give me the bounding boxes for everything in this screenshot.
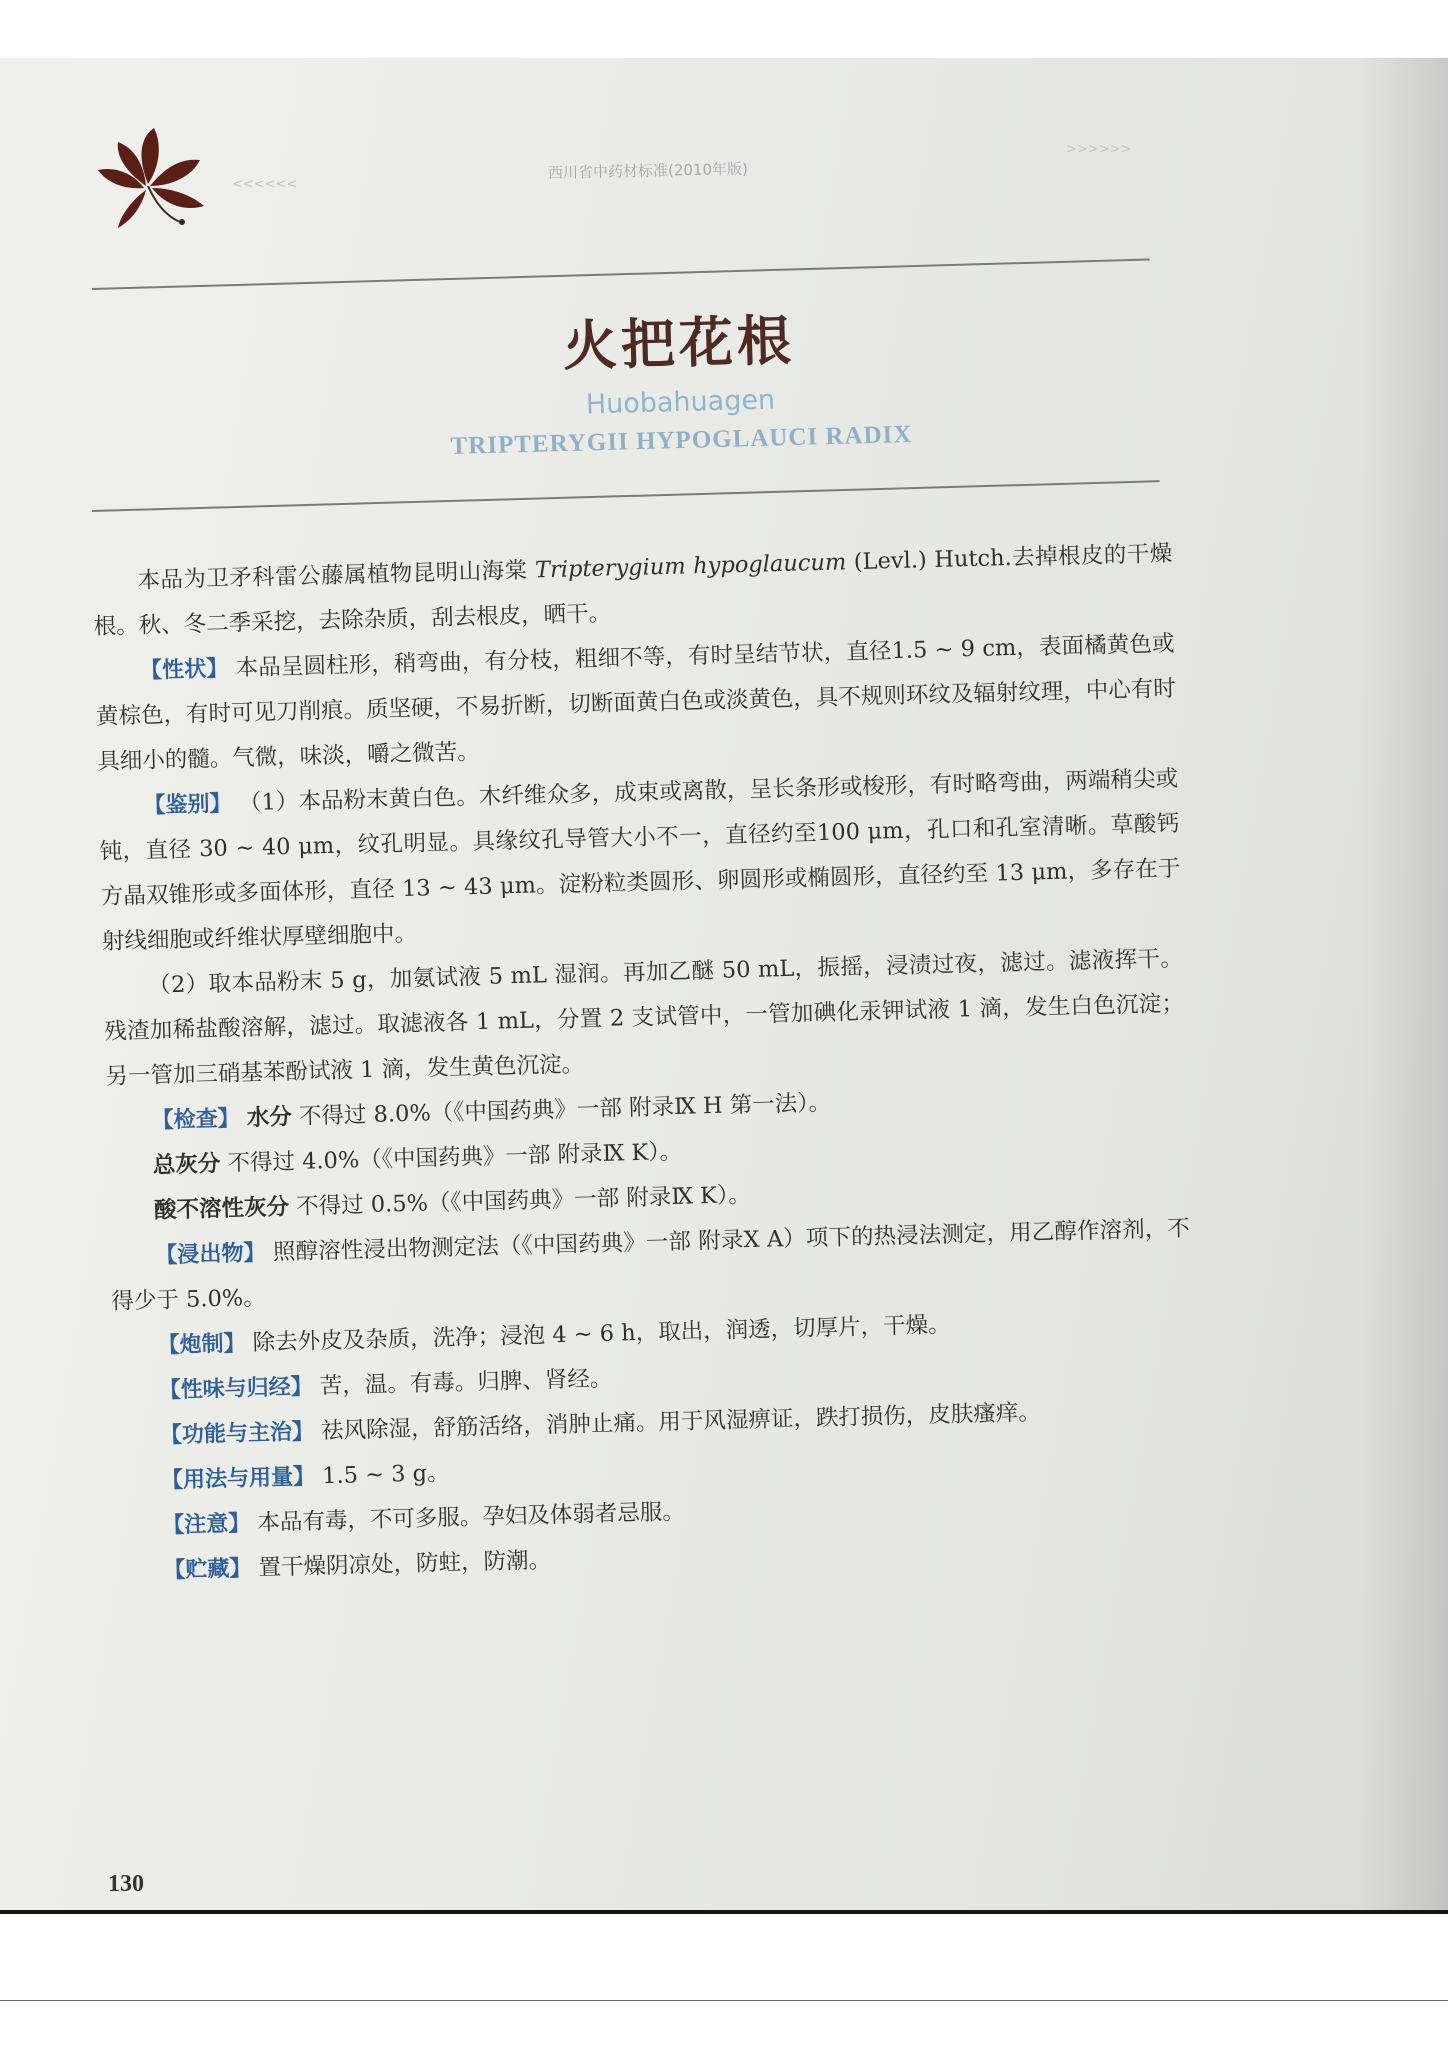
title-rule: [92, 480, 1160, 512]
water-text: 不得过 8.0%（《中国药典》一部 附录Ⅸ H 第一法）。: [291, 1089, 832, 1130]
scan-border: [0, 2000, 1448, 2001]
section-label: 【贮藏】: [163, 1556, 252, 1584]
section-label: 【功能与主治】: [159, 1419, 315, 1449]
page-shadow: [1358, 58, 1448, 1910]
section-label: 【性味与归经】: [158, 1374, 314, 1404]
title-block: [328, 299, 1032, 469]
page-number: 130: [108, 1871, 144, 1897]
species-name: Tripterygium hypoglaucum: [534, 549, 847, 584]
header-arrows-left: <<<<<<: [232, 177, 298, 192]
title-latin: TRIPTERYGII HYPOGLAUCI RADIX: [450, 420, 913, 461]
section-text: 祛风除湿，舒筋活络，消肿止痛。用于风湿痹证，跌打损伤，皮肤瘙痒。: [313, 1399, 1042, 1445]
section-text: 照醇溶性浸出物测定法（《中国药典》一部 附录Ⅹ A）项下的热浸法测定，用乙醇作溶剂，不得少于 5.0%。: [111, 1215, 1191, 1315]
section-text: 除去外皮及杂质，洗净；浸泡 4 ~ 6 h，取出，润透，切厚片，干燥。: [245, 1311, 951, 1357]
water-label: 水分: [246, 1103, 293, 1132]
section-jianbie: [98, 757, 1182, 965]
total-ash-text: 不得过 4.0%（《中国药典》一部 附录Ⅸ K）。: [220, 1138, 683, 1177]
section-label: 【性状】: [139, 656, 229, 684]
section-text: 本品有毒，不可多服。孕妇及体弱者忌服。: [249, 1498, 686, 1537]
header-arrows-right: >>>>>>: [1066, 142, 1132, 157]
total-ash-label: 总灰分: [152, 1150, 221, 1179]
leaf-sprig-icon: [96, 124, 216, 234]
section-text: 苦，温。有毒。归脾、肾经。: [312, 1365, 613, 1400]
running-head: 西川省中药材标准(2010年版): [547, 159, 749, 182]
section-label: 【检查】: [151, 1106, 241, 1134]
book-page: [0, 58, 1448, 1910]
section-text: （2）取本品粉末 5 g，加氨试液 5 mL 湿润。再加乙醚 50 mL，振摇，浸渍过夜，滤过。滤液挥干。残渣加稀盐酸溶解，滤过。取滤液各 1 mL，分置 2 支试管中，一管加碘化汞钾试液 1 滴，发生白色沉淀；另一管加三硝基苯酚试液 1 滴，发生黄色沉淀。: [104, 945, 1185, 1090]
monograph-body: [92, 532, 1199, 1595]
title-pinyin: Huobahuagen: [585, 384, 776, 421]
page-bottom-edge: [0, 1910, 1448, 1914]
section-text: 1.5 ~ 3 g。: [314, 1459, 450, 1490]
header-rule: [92, 258, 1150, 290]
section-text: 置干燥阴凉处，防蛀，防潮。: [251, 1547, 552, 1582]
intro-text-post: (Levl.) Hutch.去掉根皮的干燥根。秋、冬二季采挖，去除杂质，刮去根皮，晒干。: [93, 540, 1173, 640]
section-text: 本品呈圆柱形，稍弯曲，有分枝，粗细不等，有时呈结节状，直径1.5 ~ 9 cm，表面橘黄色或黄棕色，有时可见刀削痕。质坚硬，不易折断，切断面黄白色或淡黄色，具不规则环纹及辐射纹理，中心有时具细小的髓。气微，味淡，嚼之微苦。: [95, 630, 1177, 775]
section-label: 【注意】: [161, 1511, 251, 1539]
acid-ash-label: 酸不溶性灰分: [153, 1194, 290, 1224]
section-label: 【浸出物】: [154, 1240, 267, 1269]
section-label: 【鉴别】: [143, 791, 233, 819]
acid-ash-text: 不得过 0.5%（《中国药典》一部 附录Ⅸ K）。: [288, 1181, 752, 1221]
intro-text-pre: 本品为卫矛科雷公藤属植物昆明山海棠: [137, 557, 536, 594]
section-label: 【用法与用量】: [160, 1464, 316, 1494]
section-text: （1）本品粉末黄白色。木纤维众多，成束或离散，呈长条形或梭形，有时略弯曲，两端稍尖或钝，直径 30 ~ 40 μm，纹孔明显。具缘纹孔导管大小不一，直径约至100 μm，孔口和孔室清晰。草酸钙方晶双锥形或多面体形，直径 13 ~ 43 μm。淀粉粒类圆形、卵圆形或椭圆形，直径约至 13 μm，多存在于射线细胞或纤维状厚壁细胞中。: [99, 765, 1181, 955]
section-label: 【炮制】: [157, 1331, 246, 1359]
title-chinese: 火把花根: [562, 307, 796, 379]
